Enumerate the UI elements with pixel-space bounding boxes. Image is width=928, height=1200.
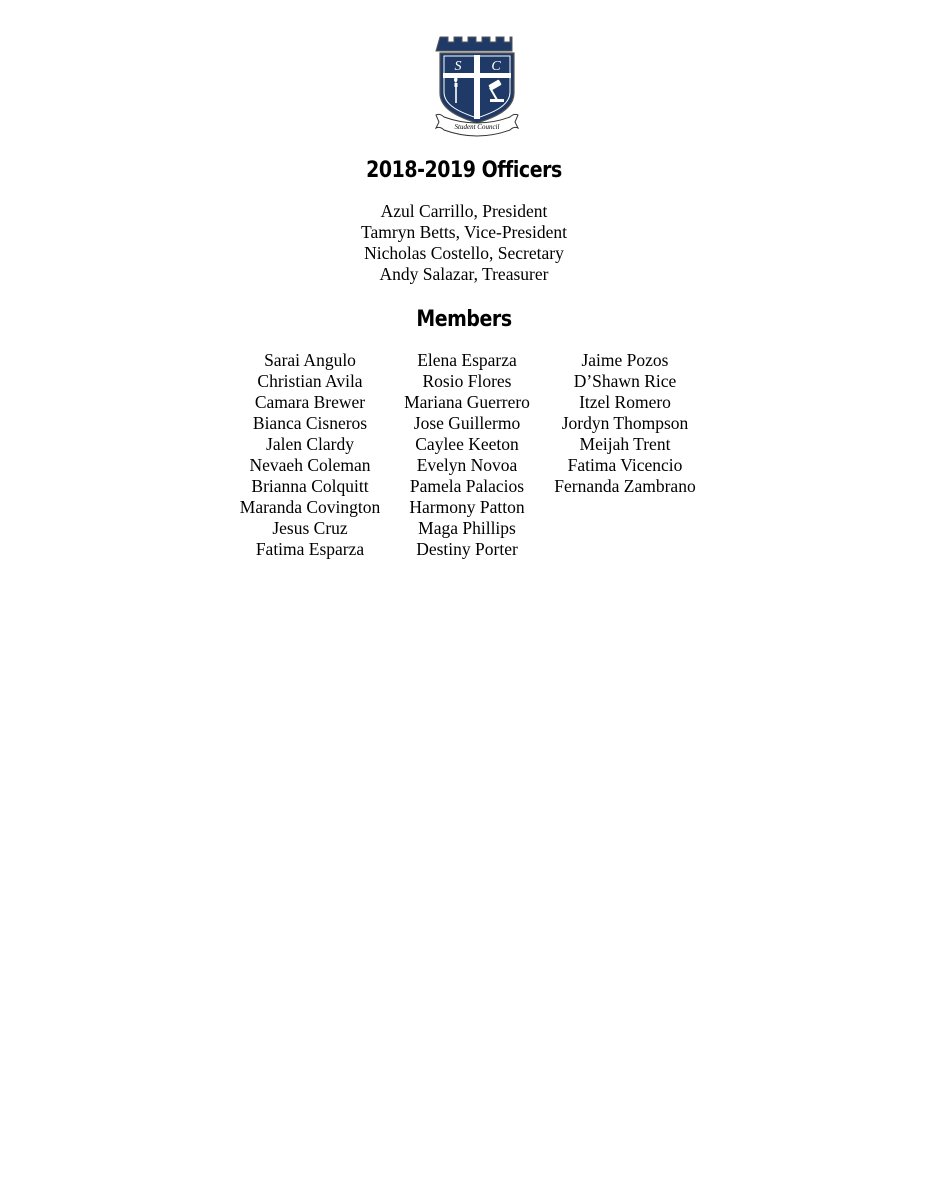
member-item: Brianna Colquitt	[251, 476, 369, 496]
member-item: Fatima Vicencio	[567, 455, 683, 475]
member-item: Jalen Clardy	[266, 434, 354, 454]
member-item: Christian Avila	[257, 371, 363, 391]
member-item: Camara Brewer	[254, 392, 366, 412]
member-item: Fatima Esparza	[255, 539, 365, 559]
member-item: Sarai Angulo	[264, 350, 356, 370]
members-list	[0, 350, 928, 570]
members-column-1	[225, 350, 395, 560]
member-item: Jaime Pozos	[581, 350, 669, 370]
member-item: Maga Phillips	[418, 518, 516, 538]
member-item: Rosio Flores	[422, 371, 512, 391]
crest-banner-text: Student Council	[454, 123, 500, 131]
member-item: Meijah Trent	[579, 434, 671, 454]
members-column-2	[382, 350, 552, 560]
member-item: Maranda Covington	[239, 497, 381, 517]
member-item: Itzel Romero	[579, 392, 671, 412]
member-item: Mariana Guerrero	[404, 392, 530, 412]
members-heading: Members	[416, 307, 512, 332]
member-item: Pamela Palacios	[409, 476, 525, 496]
member-item: Jose Guillermo	[413, 413, 521, 433]
member-item: Fernanda Zambrano	[554, 476, 696, 496]
officers-list	[0, 201, 928, 285]
crest-letter-s: S	[454, 59, 462, 74]
member-item: Destiny Porter	[416, 539, 518, 559]
officers-heading: 2018-2019 Officers	[366, 158, 562, 183]
member-item: Harmony Patton	[409, 497, 525, 517]
officer-item: Tamryn Betts, Vice-President	[361, 222, 567, 242]
crest-letter-c: C	[491, 59, 501, 74]
members-column-3	[540, 350, 710, 497]
officer-item: Andy Salazar, Treasurer	[379, 264, 549, 284]
member-item: Nevaeh Coleman	[249, 455, 371, 475]
member-item: D’Shawn Rice	[573, 371, 677, 391]
member-item: Caylee Keeton	[415, 434, 519, 454]
member-item: Jesus Cruz	[272, 518, 348, 538]
officer-item: Azul Carrillo, President	[380, 201, 548, 221]
member-item: Bianca Cisneros	[252, 413, 368, 433]
member-item: Jordyn Thompson	[561, 413, 689, 433]
member-item: Elena Esparza	[417, 350, 517, 370]
member-item: Evelyn Novoa	[416, 455, 518, 475]
officer-item: Nicholas Costello, Secretary	[364, 243, 564, 263]
student-council-crest-logo	[434, 33, 520, 137]
